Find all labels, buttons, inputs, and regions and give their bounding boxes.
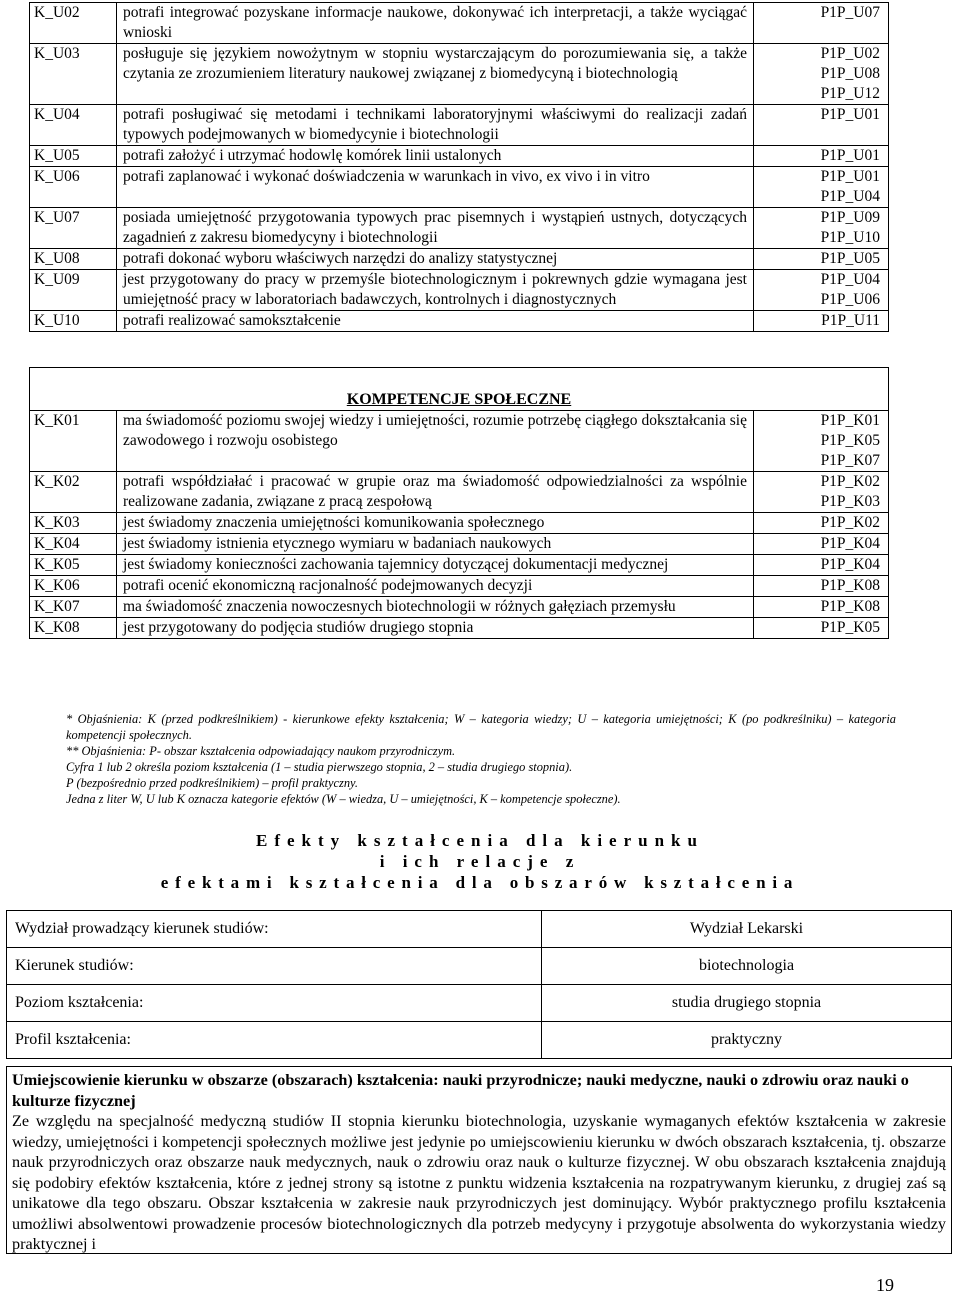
effect-code: K_U07 (30, 208, 117, 249)
area-location-body: Ze względu na specjalność medyczną studiów II stopnia kierunku biotechnologia, uzyskanie wymaganych efektów kształcenia w zakresie wiedzy, umiejętności i kompetencji społecznych możliwe jest jedynie po umiejscowieniu kierunku w dwóch obszarach kształcenia, tj. obszarze nauk przyrodniczych oraz obszarze nauk medycznych, nauk o zdrowiu oraz nauk o kulturze fizycznej. W obu obszarach kształcenia znajdują się podobiry efektów kształcenia, które z jednej strony są istotne z punktu widzenia kształcenia na rozpatrywanym kierunku, z drugiej zaś są unikatowe dla tego obszaru. Obszar kształcenia w zakresie nauk przyrodniczych jest dominujący. Wybór praktycznego profilu kształcenia umożliwi absolwentowi prowadzenie procesów biotechnologicznych dla potrzeb medycyny i przygotuje absolwenta do wykorzystania wiedzy praktycznej i (12, 1112, 946, 1253)
area-effect-ref: P1P_K08 (820, 598, 880, 615)
effect-description: ma świadomość znaczenia nowoczesnych biotechnologii w różnych gałęziach przemysłu (117, 597, 754, 618)
section-heading-line-2: i ich relacje z (379, 852, 581, 871)
area-effect-refs (754, 249, 889, 270)
area-effect-ref: P1P_U04 (820, 188, 880, 205)
area-effect-ref: P1P_K05 (820, 432, 880, 449)
effect-code: K_U04 (30, 105, 117, 146)
level-label: Poziom kształcenia: (7, 985, 542, 1022)
effect-description: potrafi ocenić ekonomiczną racjonalność podejmowanych decyzji (117, 576, 754, 597)
section-heading-line-1: Efekty kształcenia dla kierunku (256, 831, 704, 850)
footnote: P (bezpośrednio przed podkreślnikiem) – profil praktyczny. (66, 776, 358, 790)
area-effect-ref: P1P_U01 (820, 106, 880, 123)
effect-description: jest przygotowany do podjęcia studiów drugiego stopnia (117, 618, 754, 639)
area-effect-ref: P1P_U10 (820, 229, 880, 246)
effect-description: ma świadomość poziomu swojej wiedzy i umiejętności, rozumie potrzebę ciągłego dokształcania się zawodowego i rozwoju osobistego (117, 411, 754, 472)
table-row (30, 576, 889, 597)
effect-code: K_U10 (30, 311, 117, 332)
effect-code: K_K01 (30, 411, 117, 472)
department-value: Wydział Lekarski (542, 911, 952, 948)
effect-description: potrafi współdziałać i pracować w grupie oraz ma świadomość odpowiedzialności za wspólnie realizowane zadania, związane z pracą zespołową (117, 472, 754, 513)
area-effect-refs (754, 146, 889, 167)
effect-code: K_K04 (30, 534, 117, 555)
effect-code: K_K06 (30, 576, 117, 597)
area-effect-refs (754, 534, 889, 555)
effect-description: jest świadomy znaczenia umiejętności komunikowania społecznego (117, 513, 754, 534)
field-value: biotechnologia (542, 948, 952, 985)
effect-description: jest świadomy istnienia etycznego wymiaru w badaniach naukowych (117, 534, 754, 555)
social-competences-table (29, 367, 889, 639)
area-effect-ref: P1P_K05 (820, 619, 880, 636)
area-effect-ref: P1P_K08 (820, 577, 880, 594)
area-effect-refs (754, 513, 889, 534)
area-effect-refs (754, 3, 889, 44)
table-row (30, 44, 889, 105)
table-row (30, 311, 889, 332)
area-location-box (6, 1066, 952, 1254)
table-row (30, 146, 889, 167)
effect-description: jest świadomy konieczności zachowania tajemnicy dotyczącej dokumentacji medycznej (117, 555, 754, 576)
area-effect-refs (754, 597, 889, 618)
area-effect-ref: P1P_U02 (820, 45, 880, 62)
area-effect-refs (754, 270, 889, 311)
effect-code: K_U03 (30, 44, 117, 105)
area-effect-ref: P1P_K01 (820, 412, 880, 429)
table-row (30, 618, 889, 639)
footnote: Jedna z liter W, U lub K oznacza kategorie efektów (W – wiedza, U – umiejętności, K – kompetencje społeczne). (66, 792, 621, 806)
footnote: * Objaśnienia: K (przed podkreślnikiem) - kierunkowe efekty kształcenia; W – kategoria wiedzy; U – kategoria umiejętności; K (po podkreślniku) – kategoria kompetencji społecznych. (66, 712, 896, 742)
area-effect-ref: P1P_K04 (820, 556, 880, 573)
table-row (30, 555, 889, 576)
effect-description: potrafi założyć i utrzymać hodowlę komórek linii ustalonych (117, 146, 754, 167)
footnote: ** Objaśnienia: P- obszar kształcenia odpowiadający naukom przyrodniczym. (66, 744, 456, 758)
effect-code: K_K03 (30, 513, 117, 534)
table-row (30, 3, 889, 44)
table-row (30, 534, 889, 555)
table-row (30, 167, 889, 208)
area-effect-ref: P1P_K03 (820, 493, 880, 510)
area-effect-ref: P1P_K02 (820, 473, 880, 490)
info-row-level (7, 985, 952, 1022)
skills-table (29, 2, 889, 332)
effect-description: posługuje się językiem nowożytnym w stopniu wystarczającym do porozumiewania się, a także czytania ze zrozumieniem literatury naukowej związanej z biomedycyną i biotechnologią (117, 44, 754, 105)
table-row (30, 270, 889, 311)
area-effect-ref: P1P_U01 (820, 147, 880, 164)
area-effect-refs (754, 208, 889, 249)
effect-code: K_U08 (30, 249, 117, 270)
section-heading-line-3: efektami kształcenia dla obszarów kształcenia (160, 873, 800, 892)
area-effect-ref: P1P_U11 (821, 312, 880, 329)
area-effect-ref: P1P_U12 (820, 85, 880, 102)
profile-label: Profil kształcenia: (7, 1022, 542, 1059)
area-effect-ref: P1P_K07 (820, 452, 880, 469)
program-info-table (6, 910, 952, 1059)
area-effect-refs (754, 105, 889, 146)
area-effect-ref: P1P_U04 (820, 271, 880, 288)
area-effect-refs (754, 576, 889, 597)
effect-code: K_U09 (30, 270, 117, 311)
table-row (30, 208, 889, 249)
area-effect-ref: P1P_U06 (820, 291, 880, 308)
area-effect-refs (754, 44, 889, 105)
table-row (30, 472, 889, 513)
table-row (30, 249, 889, 270)
effect-code: K_K08 (30, 618, 117, 639)
area-effect-ref: P1P_U05 (820, 250, 880, 267)
effect-description: potrafi dokonać wyboru właściwych narzędzi do analizy statystycznej (117, 249, 754, 270)
info-row-field (7, 948, 952, 985)
area-effect-ref: P1P_U01 (820, 168, 880, 185)
area-effect-ref: P1P_U09 (820, 209, 880, 226)
area-effect-ref: P1P_U07 (820, 4, 880, 21)
field-label: Kierunek studiów: (7, 948, 542, 985)
area-effect-ref: P1P_U08 (820, 65, 880, 82)
effect-description: jest przygotowany do pracy w przemyśle biotechnologicznym i pokrewnych gdzie wymagana jest umiejętność pracy w laboratoriach badawczych, kontrolnych i diagnostycznych (117, 270, 754, 311)
area-effect-ref: P1P_K02 (820, 514, 880, 531)
footnotes (66, 711, 896, 807)
effect-code: K_U05 (30, 146, 117, 167)
effect-code: K_U02 (30, 3, 117, 44)
info-row-department (7, 911, 952, 948)
effect-code: K_K05 (30, 555, 117, 576)
effect-code: K_K07 (30, 597, 117, 618)
table-row (30, 597, 889, 618)
social-title: KOMPETENCJE SPOŁECZNE (30, 368, 889, 411)
page-number: 19 (876, 1275, 894, 1295)
area-effect-refs (754, 472, 889, 513)
effect-description: potrafi integrować pozyskane informacje naukowe, dokonywać ich interpretacji, a także wyciągać wnioski (117, 3, 754, 44)
area-effect-ref: P1P_K04 (820, 535, 880, 552)
area-effect-refs (754, 411, 889, 472)
effect-description: potrafi zaplanować i wykonać doświadczenia w warunkach in vivo, ex vivo i in vitro (117, 167, 754, 208)
social-title-row (30, 368, 889, 411)
effect-description: posiada umiejętność przygotowania typowych prac pisemnych i wystąpień ustnych, dotyczących zagadnień z zakresu biomedycyny i biotechnologii (117, 208, 754, 249)
effect-code: K_K02 (30, 472, 117, 513)
department-label: Wydział prowadzący kierunek studiów: (7, 911, 542, 948)
level-value: studia drugiego stopnia (542, 985, 952, 1022)
area-effect-refs (754, 167, 889, 208)
area-effect-refs (754, 555, 889, 576)
info-row-profile (7, 1022, 952, 1059)
area-effect-refs (754, 618, 889, 639)
table-row (30, 513, 889, 534)
effect-description: potrafi realizować samokształcenie (117, 311, 754, 332)
area-location-title: Umiejscowienie kierunku w obszarze (obszarach) kształcenia: nauki przyrodnicze; nauki medyczne, nauki o zdrowiu oraz nauki o kulturze fizycznej (12, 1071, 909, 1110)
effect-code: K_U06 (30, 167, 117, 208)
table-row (30, 105, 889, 146)
area-effect-refs (754, 311, 889, 332)
table-row (30, 411, 889, 472)
footnote: Cyfra 1 lub 2 określa poziom kształcenia (1 – studia pierwszego stopnia, 2 – studia drugiego stopnia). (66, 760, 573, 774)
effect-description: potrafi posługiwać się metodami i technikami laboratoryjnymi właściwymi do realizacji zadań typowych podejmowanych w biomedycynie i biotechnologii (117, 105, 754, 146)
profile-value: praktyczny (542, 1022, 952, 1059)
